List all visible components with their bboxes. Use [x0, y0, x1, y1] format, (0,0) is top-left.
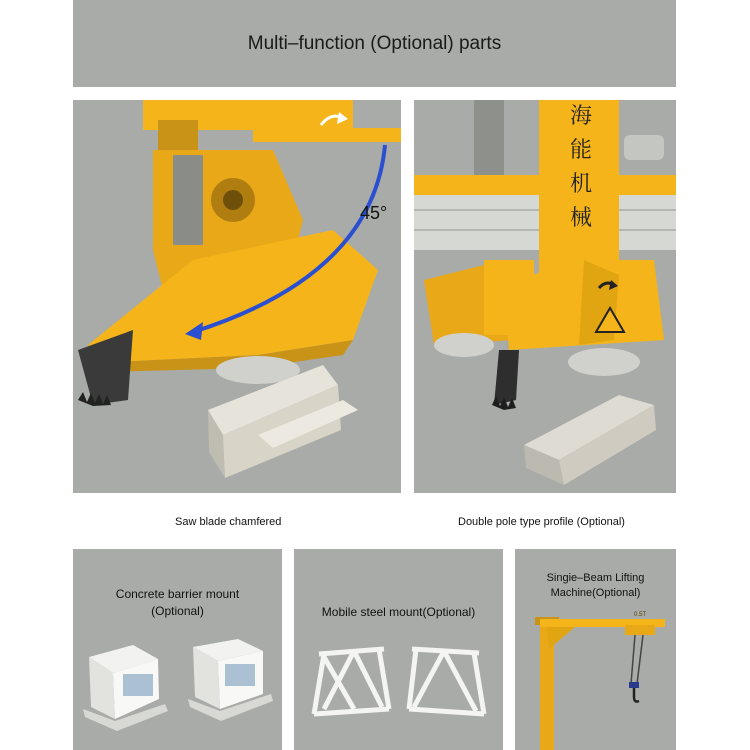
sign-char: 机 — [569, 172, 592, 197]
double-pole-illustration — [414, 100, 676, 493]
lifting-machine-panel — [515, 549, 676, 750]
steel-mount-illustration — [294, 549, 503, 750]
double-pole-caption: Double pole type profile (Optional) — [458, 516, 625, 528]
angle-label: 45° — [360, 203, 388, 223]
concrete-mount-title-line2: (Optional) — [151, 604, 204, 618]
concrete-mount-panel — [73, 549, 282, 750]
sign-char: 械 — [569, 206, 592, 231]
saw-chamfer-panel — [73, 100, 401, 493]
steel-mount-title: Mobile steel mount(Optional) — [321, 605, 476, 619]
header-banner — [73, 0, 676, 87]
saw-chamfer-illustration — [73, 100, 401, 493]
sign-char: 能 — [569, 138, 592, 163]
steel-mount-panel — [294, 549, 503, 750]
page-title: Multi–function (Optional) parts — [247, 32, 502, 54]
double-pole-panel — [414, 100, 676, 493]
lifting-machine-title-line1: Singie–Beam Lifting — [546, 572, 645, 584]
lifting-machine-title-line2: Machine(Optional) — [550, 587, 641, 599]
concrete-mount-title-line1: Concrete barrier mount — [115, 587, 240, 601]
sign-char: 海 — [569, 104, 592, 129]
hoist-plate-label: 0.5T — [634, 612, 647, 618]
jib-crane-illustration — [515, 549, 676, 750]
sign-text — [561, 100, 601, 236]
saw-chamfer-caption: Saw blade chamfered — [175, 516, 282, 528]
concrete-mount-illustration — [73, 549, 282, 750]
